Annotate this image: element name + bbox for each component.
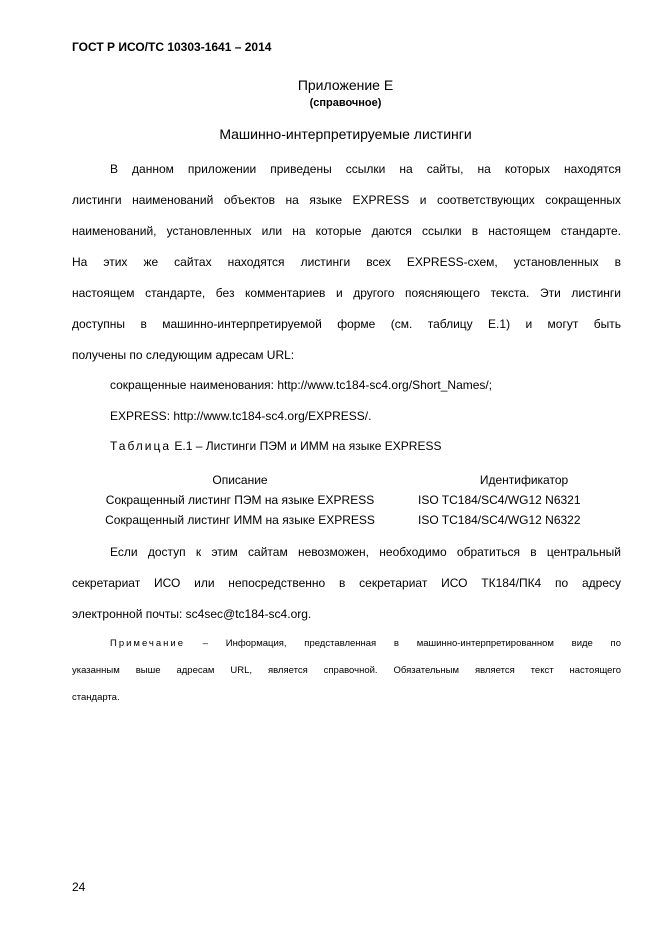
row-identifier: ISO TC184/SC4/WG12 N6322 xyxy=(418,513,581,527)
contact-line: Если доступ к этим сайтам невозможен, необходимо обратиться в центральный xyxy=(110,545,621,559)
page-number: 24 xyxy=(72,880,86,894)
header-identifier: Идентификатор xyxy=(479,473,569,487)
intro-line: На этих же сайтах находятся листинги всех EXPRESS-схем, установленных в xyxy=(72,255,621,269)
appendix-title: Приложение Е xyxy=(297,77,394,93)
note xyxy=(72,630,621,711)
table-row xyxy=(80,510,648,530)
header-description: Описание xyxy=(212,473,268,487)
intro-paragraph xyxy=(72,154,621,371)
listings-table xyxy=(80,470,648,530)
contact-line: секретариат ИСО или непосредственно в секретариат ИСО ТК184/ПК4 по адресу xyxy=(72,576,621,590)
table-caption-label: Таблица xyxy=(110,439,172,453)
note-line: стандарта. xyxy=(72,692,120,703)
table-header-row xyxy=(80,470,648,490)
intro-line: доступны в машинно-интерпретируемой форме (см. таблицу Е.1) и могут быть xyxy=(72,317,621,331)
url-express: EXPRESS: http://www.tc184-sc4.org/EXPRESS/. xyxy=(110,409,372,423)
note-line xyxy=(72,630,621,657)
contact-paragraph xyxy=(72,537,621,630)
table-caption xyxy=(110,439,441,453)
table-row xyxy=(80,490,648,510)
intro-line: получены по следующим адресам URL: xyxy=(72,348,295,362)
row-description: Сокращенный листинг ПЭМ на языке EXPRESS xyxy=(105,493,375,507)
intro-line: настоящем стандарте, без комментариев и другого поясняющего текста. Эти листинги xyxy=(72,286,621,300)
note-line: указанным выше адресам URL, является справочной. Обязательным является текст настоящего xyxy=(72,665,621,676)
row-description: Сокращенный листинг ИММ на языке EXPRESS xyxy=(105,513,375,527)
note-text: – Информация, представленная в машинно-интерпретированном виде по xyxy=(185,638,621,649)
table-caption-text: Е.1 – Листинги ПЭМ и ИММ на языке EXPRESS xyxy=(171,439,442,453)
intro-line: листинги наименований объектов на языке EXPRESS и соответствующих сокращенных xyxy=(72,193,621,207)
intro-line: В данном приложении приведены ссылки на сайты, на которых находятся xyxy=(110,162,621,176)
appendix-subtitle: (справочное) xyxy=(309,97,382,109)
section-title: Машинно-интерпретируемые листинги xyxy=(219,126,472,142)
intro-line: наименований, установленных или на которые даются ссылки в настоящем стандарте. xyxy=(72,224,621,238)
row-identifier: ISO TC184/SC4/WG12 N6321 xyxy=(418,493,581,507)
note-label: Примечание xyxy=(110,638,185,649)
document-header: ГОСТ Р ИСО/ТС 10303-1641 – 2014 xyxy=(72,40,272,54)
url-short-names: сокращенные наименования: http://www.tc184-sc4.org/Short_Names/; xyxy=(110,378,493,392)
contact-line: электронной почты: sc4sec@tc184-sc4.org. xyxy=(72,607,312,621)
